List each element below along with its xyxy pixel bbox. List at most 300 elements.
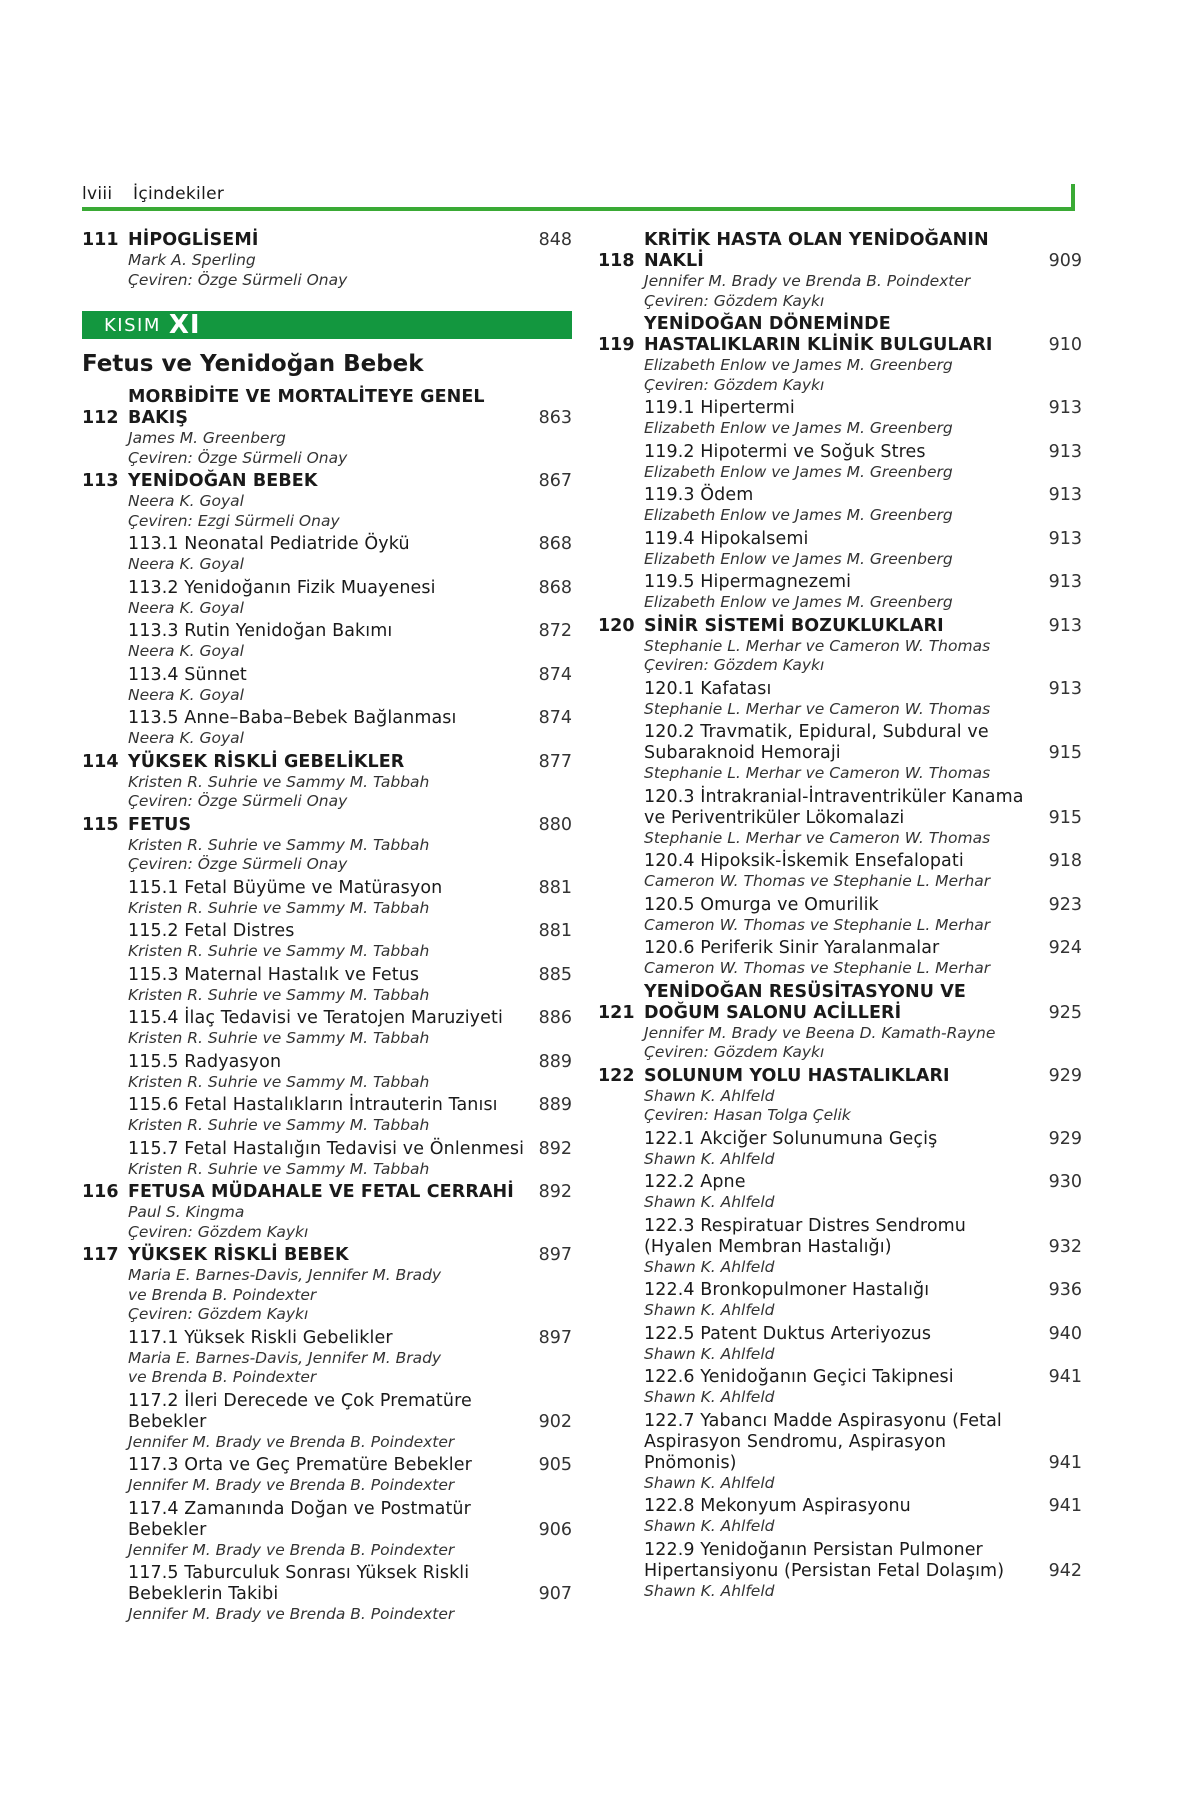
author-line: ve Brenda B. Poindexter — [128, 1285, 317, 1304]
toc-subentry[interactable] — [82, 1455, 572, 1499]
author-line: Çeviren: Özge Sürmeli Onay — [128, 270, 348, 289]
title-wrap — [644, 616, 1036, 637]
toc-chapter[interactable] — [598, 314, 1082, 398]
toc-row — [598, 398, 1082, 419]
subsection-title-text: Fetal Hastalıkların İntrauterin Tanısı — [184, 1095, 498, 1115]
toc-subentry[interactable] — [598, 787, 1082, 852]
subsection-title-text: Yüksek Riskli Gebelikler — [184, 1327, 393, 1348]
page-ref: 897 — [538, 1245, 572, 1265]
subsection-title-text: Yenidoğanın Persistan Pulmoner Hipertansiyonu (Persistan Fetal Dolaşım) — [644, 1539, 1005, 1581]
subsection-title-text: Anne–Baba–Bebek Bağlanması — [184, 708, 457, 728]
toc-chapter[interactable] — [82, 815, 572, 878]
author-line: Stephanie L. Merhar ve Cameron W. Thomas — [644, 699, 991, 718]
toc-row — [598, 1411, 1082, 1474]
page-ref: 915 — [1048, 807, 1082, 828]
page-ref: 881 — [538, 877, 572, 898]
title-wrap — [644, 398, 1036, 419]
title-wrap — [128, 387, 526, 429]
chapter-number: 111 — [82, 230, 119, 250]
subsection-title-text: Hipoksik-İskemik Ensefalopati — [700, 851, 964, 871]
page-ref: 906 — [538, 1519, 572, 1540]
author-line: Shawn K. Ahlfeld — [644, 1344, 775, 1363]
subsection-number: 120.1 — [644, 678, 695, 699]
page-ref: 941 — [1048, 1496, 1082, 1516]
toc-chapter[interactable] — [598, 616, 1082, 679]
toc-row — [598, 485, 1082, 506]
toc-row — [82, 1095, 572, 1116]
toc-row — [82, 1563, 572, 1605]
toc-subentry[interactable] — [598, 1324, 1082, 1368]
title-wrap — [644, 1496, 1036, 1517]
subsection-title-text: Yabancı Madde Aspirasyonu (Fetal Aspirasyon Sendromu, Aspirasyon Pnömonis) — [644, 1410, 1002, 1473]
toc-row — [598, 1066, 1082, 1087]
subsection-title — [644, 1280, 1036, 1301]
chapter-title: KRİTİK HASTA OLAN YENİDOĞANIN NAKLİ — [644, 230, 989, 271]
title-wrap — [128, 1499, 526, 1541]
page-ref: 909 — [1048, 251, 1082, 271]
title-wrap — [644, 982, 1036, 1024]
author-line: Neera K. Goyal — [128, 642, 244, 660]
subsection-number: 122.7 — [644, 1410, 695, 1431]
toc-subentry[interactable] — [598, 1129, 1082, 1173]
subsection-title-text: Hipokalsemi — [700, 528, 809, 549]
subsection-number: 120.3 — [644, 786, 695, 807]
subsection-title — [644, 1411, 1036, 1474]
author-line: Çeviren: Gözdem Kaykı — [128, 1305, 309, 1323]
page-ref: 918 — [1048, 851, 1082, 871]
page-ref: 930 — [1048, 1172, 1082, 1192]
part-banner — [82, 311, 572, 339]
toc-subentry[interactable] — [598, 679, 1082, 723]
toc-row — [598, 572, 1082, 593]
title-wrap — [644, 895, 1036, 916]
toc-row — [82, 1391, 572, 1433]
subsection-title — [128, 621, 526, 642]
toc-row — [598, 722, 1082, 764]
page-ref: 868 — [538, 577, 572, 598]
subsection-title-text: Fetal Hastalığın Tedavisi ve Önlenmesi — [184, 1138, 525, 1159]
subsection-number: 115.2 — [128, 921, 179, 941]
toc-row — [598, 1324, 1082, 1345]
subsection-title — [128, 1499, 526, 1541]
page-ref: 940 — [1048, 1323, 1082, 1344]
toc-chapter[interactable] — [82, 230, 572, 293]
title-wrap — [644, 679, 1036, 700]
title-wrap — [128, 965, 526, 986]
subsection-number: 113.3 — [128, 621, 179, 641]
author-line: Cameron W. Thomas ve Stephanie L. Merhar — [644, 959, 991, 977]
header-rule-tick — [1071, 184, 1075, 211]
toc-subentry[interactable] — [82, 665, 572, 709]
chapter-number: 115 — [82, 814, 119, 835]
toc-subentry[interactable] — [82, 1008, 572, 1052]
page-ref: 913 — [1048, 528, 1082, 549]
subsection-number: 119.4 — [644, 528, 695, 549]
subsection-title — [644, 1540, 1036, 1582]
title-wrap — [128, 1563, 526, 1605]
subsection-number: 117.5 — [128, 1563, 179, 1583]
toc-subentry[interactable] — [598, 1367, 1082, 1411]
author-line: Kristen R. Suhrie ve Sammy M. Tabbah — [128, 942, 430, 960]
page-ref: 892 — [538, 1182, 572, 1202]
subsection-number: 115.4 — [128, 1008, 179, 1028]
toc-chapter[interactable] — [82, 387, 572, 471]
title-wrap — [128, 752, 526, 773]
page-ref: 872 — [538, 621, 572, 641]
header-title: İçindekiler — [133, 184, 225, 204]
toc-subentry[interactable] — [82, 1391, 572, 1456]
toc-left-top — [82, 230, 572, 293]
toc-subentry[interactable] — [598, 572, 1082, 616]
toc-row — [82, 921, 572, 942]
author-line: Shawn K. Ahlfeld — [644, 1193, 775, 1211]
toc-row — [82, 1455, 572, 1476]
subsection-title-text: Respiratuar Distres Sendromu (Hyalen Membran Hastalığı) — [644, 1215, 966, 1257]
page-ref: 924 — [1048, 938, 1082, 958]
title-wrap — [644, 1066, 1036, 1087]
subsection-number: 119.2 — [644, 441, 695, 462]
title-wrap — [644, 442, 1036, 463]
author-line: Shawn K. Ahlfeld — [644, 1301, 775, 1319]
subsection-title — [644, 442, 1036, 463]
page-number: lviii — [82, 184, 113, 204]
title-wrap — [128, 708, 526, 729]
toc-row — [598, 679, 1082, 700]
toc-row — [82, 578, 572, 599]
subsection-number: 117.3 — [128, 1455, 179, 1475]
toc-row — [82, 1139, 572, 1160]
toc-row — [82, 230, 572, 251]
page-ref: 923 — [1048, 894, 1082, 915]
author-line: Cameron W. Thomas ve Stephanie L. Merhar — [644, 915, 991, 934]
chapter-number: 113 — [82, 471, 119, 491]
page-ref: 913 — [1048, 572, 1082, 592]
toc-subentry[interactable] — [82, 1095, 572, 1139]
toc-row — [598, 1280, 1082, 1301]
chapter-number: 114 — [82, 751, 119, 772]
page-ref: 892 — [538, 1138, 572, 1159]
toc-subentry[interactable] — [598, 398, 1082, 442]
subsection-title-text: Hipermagnezemi — [700, 572, 852, 592]
toc-chapter[interactable] — [598, 982, 1082, 1066]
page-ref: 886 — [538, 1008, 572, 1028]
subsection-number: 119.3 — [644, 485, 695, 505]
author-line: Stephanie L. Merhar ve Cameron W. Thomas — [644, 828, 991, 847]
page-ref: 913 — [1048, 678, 1082, 699]
toc-chapter[interactable] — [82, 471, 572, 534]
toc-chapter[interactable] — [82, 1182, 572, 1245]
subsection-number: 122.9 — [644, 1539, 695, 1560]
spacer — [598, 1601, 1082, 1604]
author-line: Cameron W. Thomas ve Stephanie L. Merhar — [644, 872, 991, 890]
author-line: Jennifer M. Brady ve Brenda B. Poindexter — [128, 1432, 455, 1451]
subsection-number: 122.8 — [644, 1496, 695, 1516]
toc-subentry[interactable] — [598, 529, 1082, 573]
subsection-title-text: Orta ve Geç Prematüre Bebekler — [184, 1455, 472, 1475]
subsection-title-text: Taburculuk Sonrası Yüksek Riskli Bebeklerin Takibi — [128, 1563, 470, 1604]
subsection-title — [644, 851, 1036, 872]
toc-chapter[interactable] — [82, 752, 572, 815]
page-ref: 932 — [1048, 1236, 1082, 1257]
subsection-title — [128, 1328, 526, 1349]
toc-row — [598, 982, 1082, 1024]
author-line: Jennifer M. Brady ve Brenda B. Poindexter — [128, 1540, 455, 1559]
chapter-number: 120 — [598, 615, 635, 636]
toc-row — [598, 938, 1082, 959]
author-line: Çeviren: Gözdem Kaykı — [644, 656, 825, 674]
title-wrap — [128, 534, 526, 555]
page-ref: 874 — [538, 708, 572, 728]
subsection-title-text: Fetal Distres — [184, 921, 295, 941]
toc-chapter[interactable] — [82, 1245, 572, 1328]
toc-subentry[interactable] — [82, 621, 572, 665]
subsection-title — [128, 1391, 526, 1433]
title-wrap — [644, 1172, 1036, 1193]
subsection-title — [644, 485, 1036, 506]
author-line: Elizabeth Enlow ve James M. Greenberg — [644, 549, 953, 568]
toc-subentry[interactable] — [598, 442, 1082, 486]
title-wrap — [128, 815, 526, 836]
toc-subentry[interactable] — [598, 1540, 1082, 1605]
author-line: Shawn K. Ahlfeld — [644, 1473, 775, 1492]
title-wrap — [644, 1280, 1036, 1301]
title-wrap — [128, 1052, 526, 1073]
toc-subentry[interactable] — [598, 938, 1082, 982]
toc-subentry[interactable] — [598, 485, 1082, 529]
page-ref: 897 — [538, 1327, 572, 1348]
subsection-title-text: Periferik Sinir Yaralanmalar — [700, 938, 940, 958]
toc-chapter[interactable] — [598, 1066, 1082, 1129]
chapter-number: 117 — [82, 1245, 119, 1265]
toc-subentry[interactable] — [598, 1411, 1082, 1497]
author-line: Jennifer M. Brady ve Brenda B. Poindexter — [128, 1605, 455, 1623]
subsection-title-text: Hipertermi — [700, 398, 795, 418]
title-wrap — [128, 665, 526, 686]
title-wrap — [128, 230, 526, 251]
toc-subentry[interactable] — [598, 1496, 1082, 1540]
subsection-title — [644, 722, 1036, 764]
subsection-number: 122.6 — [644, 1367, 695, 1387]
author-line: Kristen R. Suhrie ve Sammy M. Tabbah — [128, 1116, 430, 1134]
chapter-title: FETUSA MÜDAHALE VE FETAL CERRAHİ — [128, 1182, 514, 1202]
author-line: Çeviren: Hasan Tolga Çelik — [644, 1106, 851, 1124]
subsection-title — [128, 878, 526, 899]
page-ref: 910 — [1048, 335, 1082, 355]
toc-row — [82, 1008, 572, 1029]
subsection-title-text: Patent Duktus Arteriyozus — [700, 1323, 932, 1344]
author-line: Paul S. Kingma — [128, 1203, 245, 1221]
author-line: Neera K. Goyal — [128, 555, 244, 573]
toc-subentry[interactable] — [82, 534, 572, 578]
toc-chapter[interactable] — [598, 230, 1082, 314]
title-wrap — [644, 1540, 1036, 1582]
toc-row — [82, 708, 572, 729]
subsection-title-text: Maternal Hastalık ve Fetus — [184, 964, 420, 985]
subsection-title — [128, 1008, 526, 1029]
toc-subentry[interactable] — [598, 1172, 1082, 1216]
toc-row — [82, 621, 572, 642]
title-wrap — [128, 1095, 526, 1116]
subsection-title-text: Kafatası — [700, 678, 772, 699]
subsection-number: 122.1 — [644, 1128, 695, 1149]
author-line: Elizabeth Enlow ve James M. Greenberg — [644, 356, 953, 374]
subsection-number: 115.7 — [128, 1138, 179, 1159]
toc-subentry[interactable] — [82, 1563, 572, 1628]
author-line: Çeviren: Ezgi Sürmeli Onay — [128, 511, 340, 530]
subsection-title — [644, 1172, 1036, 1193]
title-wrap — [644, 1216, 1036, 1258]
part-roman: XI — [168, 310, 201, 340]
toc-row — [598, 314, 1082, 356]
toc-subentry[interactable] — [82, 578, 572, 622]
chapter-number: 122 — [598, 1065, 635, 1086]
toc-row — [598, 230, 1082, 272]
page-ref: 913 — [1048, 485, 1082, 505]
subsection-number: 122.2 — [644, 1172, 695, 1192]
subsection-title-text: Yenidoğanın Fizik Muayenesi — [184, 577, 436, 598]
subsection-title — [128, 965, 526, 986]
page-ref: 877 — [538, 751, 572, 772]
toc-row — [82, 878, 572, 899]
page-ref: 868 — [538, 534, 572, 554]
subsection-title-text: Ödem — [700, 485, 754, 505]
toc-row — [598, 1216, 1082, 1258]
author-line: Kristen R. Suhrie ve Sammy M. Tabbah — [128, 1029, 430, 1047]
author-line: Neera K. Goyal — [128, 685, 244, 704]
subsection-number: 117.1 — [128, 1327, 179, 1348]
toc-row — [598, 442, 1082, 463]
author-line: ve Brenda B. Poindexter — [128, 1368, 317, 1386]
title-wrap — [128, 471, 526, 492]
subsection-number: 115.5 — [128, 1051, 179, 1072]
author-line: Neera K. Goyal — [128, 598, 244, 617]
subsection-title — [128, 921, 526, 942]
toc-subentry[interactable] — [82, 965, 572, 1009]
author-line: Jennifer M. Brady ve Brenda B. Poindexter — [128, 1476, 455, 1494]
subsection-title-text: İntrakranial-İntraventriküler Kanama ve Periventriküler Lökomalazi — [644, 786, 1024, 828]
title-wrap — [644, 1367, 1036, 1388]
subsection-title — [644, 1216, 1036, 1258]
toc-subentry[interactable] — [82, 1052, 572, 1096]
subsection-number: 113.5 — [128, 708, 179, 728]
author-line: Neera K. Goyal — [128, 729, 244, 747]
header-rule — [82, 207, 1075, 211]
page-ref: 941 — [1048, 1452, 1082, 1473]
toc-row — [82, 1499, 572, 1541]
title-wrap — [128, 578, 526, 599]
subsection-number: 115.3 — [128, 964, 179, 985]
toc-left-entries — [82, 387, 572, 1628]
subsection-title — [644, 398, 1036, 419]
subsection-title-text: Omurga ve Omurilik — [700, 894, 879, 915]
title-wrap — [128, 1139, 526, 1160]
title-wrap — [128, 921, 526, 942]
subsection-title — [128, 1139, 526, 1160]
subsection-title — [644, 895, 1036, 916]
toc-subentry[interactable] — [598, 1216, 1082, 1281]
toc-right-column — [598, 230, 1082, 1604]
toc-row — [598, 1367, 1082, 1388]
page-ref: 907 — [538, 1584, 572, 1604]
page-ref: 913 — [1048, 398, 1082, 418]
subsection-number: 113.2 — [128, 577, 179, 598]
toc-row — [82, 665, 572, 686]
title-wrap — [128, 621, 526, 642]
page-ref: 913 — [1048, 441, 1082, 462]
toc-subentry[interactable] — [82, 1139, 572, 1183]
author-line: Çeviren: Gözdem Kaykı — [128, 1222, 309, 1241]
title-wrap — [128, 1391, 526, 1433]
toc-subentry[interactable] — [598, 1280, 1082, 1324]
author-line: Jennifer M. Brady ve Brenda B. Poindexter — [644, 272, 971, 290]
subsection-title-text: Bronkopulmoner Hastalığı — [700, 1280, 930, 1300]
subsection-title — [644, 1496, 1036, 1517]
author-line: Maria E. Barnes-Davis, Jennifer M. Brady — [128, 1348, 442, 1367]
toc-subentry[interactable] — [598, 722, 1082, 787]
title-wrap — [644, 1129, 1036, 1150]
subsection-title-text: İlaç Tedavisi ve Teratojen Maruziyeti — [184, 1008, 503, 1028]
part-title: Fetus ve Yenidoğan Bebek — [82, 351, 424, 377]
subsection-number: 120.4 — [644, 851, 695, 871]
subsection-title — [128, 578, 526, 599]
subsection-title-text: Mekonyum Aspirasyonu — [700, 1496, 911, 1516]
page-ref: 925 — [1048, 1002, 1082, 1023]
chapter-title: YENİDOĞAN RESÜSİTASYONU VE DOĞUM SALONU ACİLLERİ — [644, 981, 966, 1023]
toc-subentry[interactable] — [598, 851, 1082, 895]
spacer — [82, 290, 572, 293]
page-ref: 902 — [538, 1411, 572, 1432]
toc-subentry[interactable] — [82, 921, 572, 965]
author-line: Çeviren: Gözdem Kaykı — [644, 1043, 825, 1061]
subsection-number: 122.3 — [644, 1215, 695, 1236]
toc-subentry[interactable] — [82, 1328, 572, 1391]
author-line: Çeviren: Gözdem Kaykı — [644, 375, 825, 394]
subsection-title — [644, 1129, 1036, 1150]
toc-subentry[interactable] — [82, 1499, 572, 1564]
subsection-number: 115.6 — [128, 1095, 179, 1115]
subsection-title — [644, 787, 1036, 829]
subsection-number: 117.4 — [128, 1498, 179, 1519]
author-line: Elizabeth Enlow ve James M. Greenberg — [644, 593, 953, 611]
subsection-number: 119.5 — [644, 572, 695, 592]
chapter-title: YÜKSEK RİSKLİ GEBELİKLER — [128, 751, 405, 772]
subsection-number: 120.2 — [644, 722, 695, 742]
author-line: Elizabeth Enlow ve James M. Greenberg — [644, 419, 953, 437]
author-line: Shawn K. Ahlfeld — [644, 1257, 775, 1276]
title-wrap — [128, 1245, 526, 1266]
author-line: James M. Greenberg — [128, 429, 286, 447]
title-wrap — [644, 485, 1036, 506]
author-line: Elizabeth Enlow ve James M. Greenberg — [644, 462, 953, 481]
toc-row — [82, 1182, 572, 1203]
author-line: Elizabeth Enlow ve James M. Greenberg — [644, 506, 953, 524]
page-ref: 942 — [1048, 1560, 1082, 1581]
author-line: Stephanie L. Merhar ve Cameron W. Thomas — [644, 764, 991, 782]
toc-subentry[interactable] — [82, 878, 572, 922]
subsection-title-text: Sünnet — [184, 664, 247, 685]
toc-row — [598, 1172, 1082, 1193]
title-wrap — [644, 722, 1036, 764]
toc-subentry[interactable] — [82, 708, 572, 752]
running-header — [82, 182, 1075, 209]
author-line: Maria E. Barnes-Davis, Jennifer M. Brady — [128, 1266, 442, 1284]
page-ref: 874 — [538, 664, 572, 685]
toc-row — [82, 965, 572, 986]
toc-subentry[interactable] — [598, 895, 1082, 939]
author-line: Kristen R. Suhrie ve Sammy M. Tabbah — [128, 898, 430, 917]
subsection-title — [644, 938, 1036, 959]
subsection-title — [128, 665, 526, 686]
